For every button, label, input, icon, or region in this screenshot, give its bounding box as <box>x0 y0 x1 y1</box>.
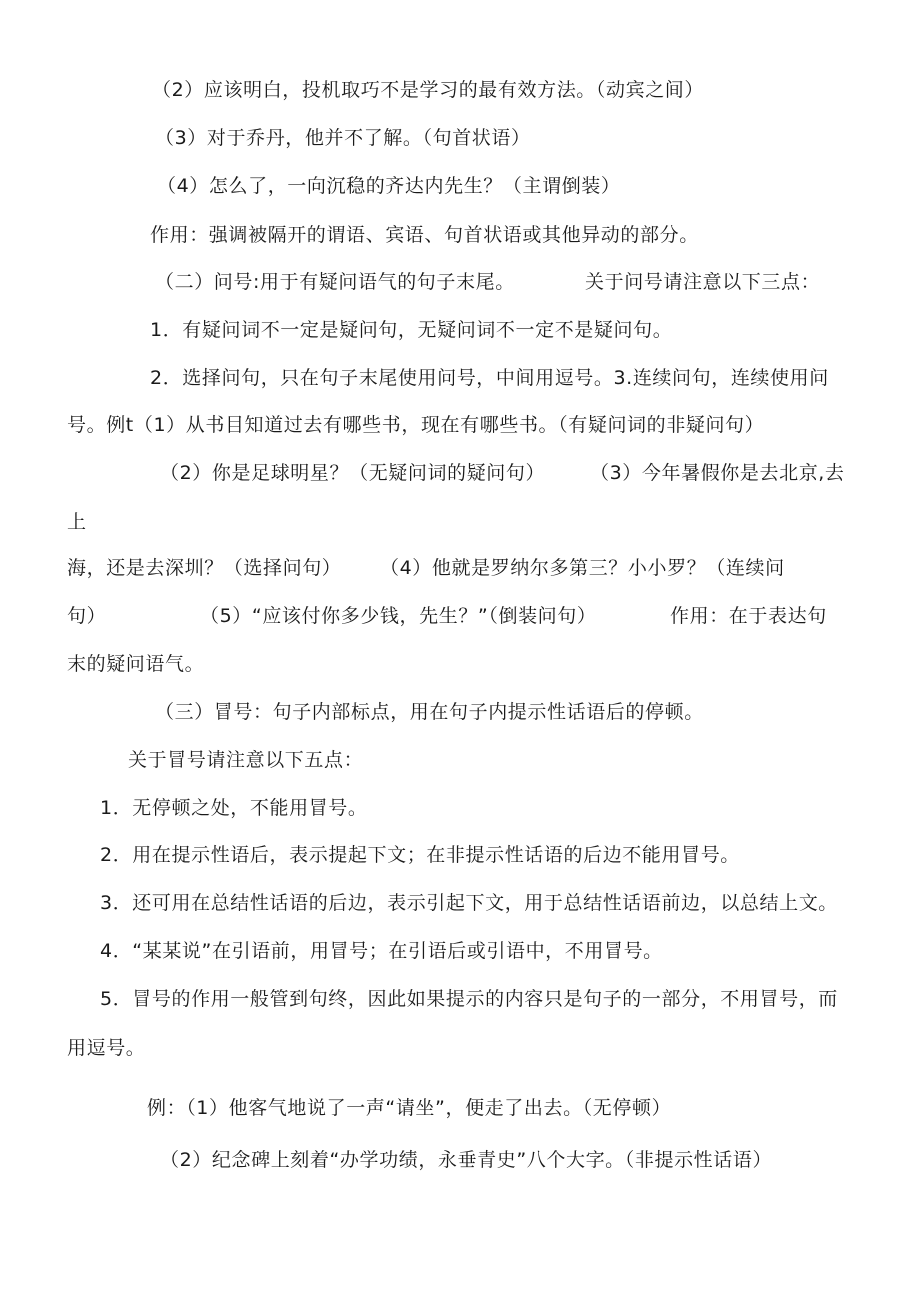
list-item: 1．有疑问词不一定是疑问句，无疑问词不一定不是疑问句。 <box>150 319 673 341</box>
text-line: 句） <box>67 605 107 627</box>
text-line: 用逗号。 <box>67 1037 146 1059</box>
list-item: 3．还可用在总结性话语的后边，表示引起下文，用于总结性话语前边，以总结上文。 <box>100 892 838 914</box>
text-line: （4）他就是罗纳尔多第三？小小罗？（连续问 <box>380 557 785 579</box>
text-line: 关于冒号请注意以下五点： <box>128 749 364 771</box>
section-heading: （三）冒号：句子内部标点，用在句子内提示性话语后的停顿。 <box>155 701 704 723</box>
text-line: （3）今年暑假你是去北京,去 <box>590 462 845 484</box>
text-line: （5）“应该付你多少钱，先生？”（倒装问句） <box>200 605 597 627</box>
text-line: （2）你是足球明星？（无疑问词的疑问句） <box>160 462 546 484</box>
list-item: 2．用在提示性语后，表示提起下文；在非提示性话语的后边不能用冒号。 <box>100 844 740 866</box>
text-line: 作用：在于表达句 <box>670 605 827 627</box>
text-line: 关于问号请注意以下三点： <box>585 271 821 293</box>
text-line: （3）对于乔丹，他并不了解。（句首状语） <box>155 127 531 149</box>
list-item: 4．“某某说”在引语前，用冒号；在引语后或引语中，不用冒号。 <box>100 940 663 962</box>
text-line: 例：（1）他客气地说了一声“请坐”，便走了出去。（无停顿） <box>147 1097 672 1119</box>
text-line: 上 <box>67 511 87 533</box>
text-line: （2）纪念碑上刻着“办学功绩，永垂青史”八个大字。（非提示性话语） <box>160 1149 773 1171</box>
text-line: 作用：强调被隔开的谓语、宾语、句首状语或其他异动的部分。 <box>150 224 699 246</box>
text-line: （二）问号:用于有疑问语气的句子末尾。 <box>155 271 515 293</box>
list-item: 2．选择问句，只在句子末尾使用问号，中间用逗号。3.连续问句，连续使用问 <box>150 367 829 389</box>
list-item: 5．冒号的作用一般管到句终，因此如果提示的内容只是句子的一部分，不用冒号，而 <box>100 988 838 1010</box>
list-item: 1．无停顿之处，不能用冒号。 <box>100 797 368 819</box>
text-line: 海，还是去深圳？（选择问句） <box>67 557 342 579</box>
text-line: 末的疑问语气。 <box>67 653 205 675</box>
text-line: （4）怎么了，一向沉稳的齐达内先生？（主谓倒装） <box>157 175 621 197</box>
text-line: （2）应该明白，投机取巧不是学习的最有效方法。（动宾之间） <box>152 79 704 101</box>
text-line: 号。例t（1）从书目知道过去有哪些书，现在有哪些书。（有疑问词的非疑问句） <box>67 414 765 436</box>
